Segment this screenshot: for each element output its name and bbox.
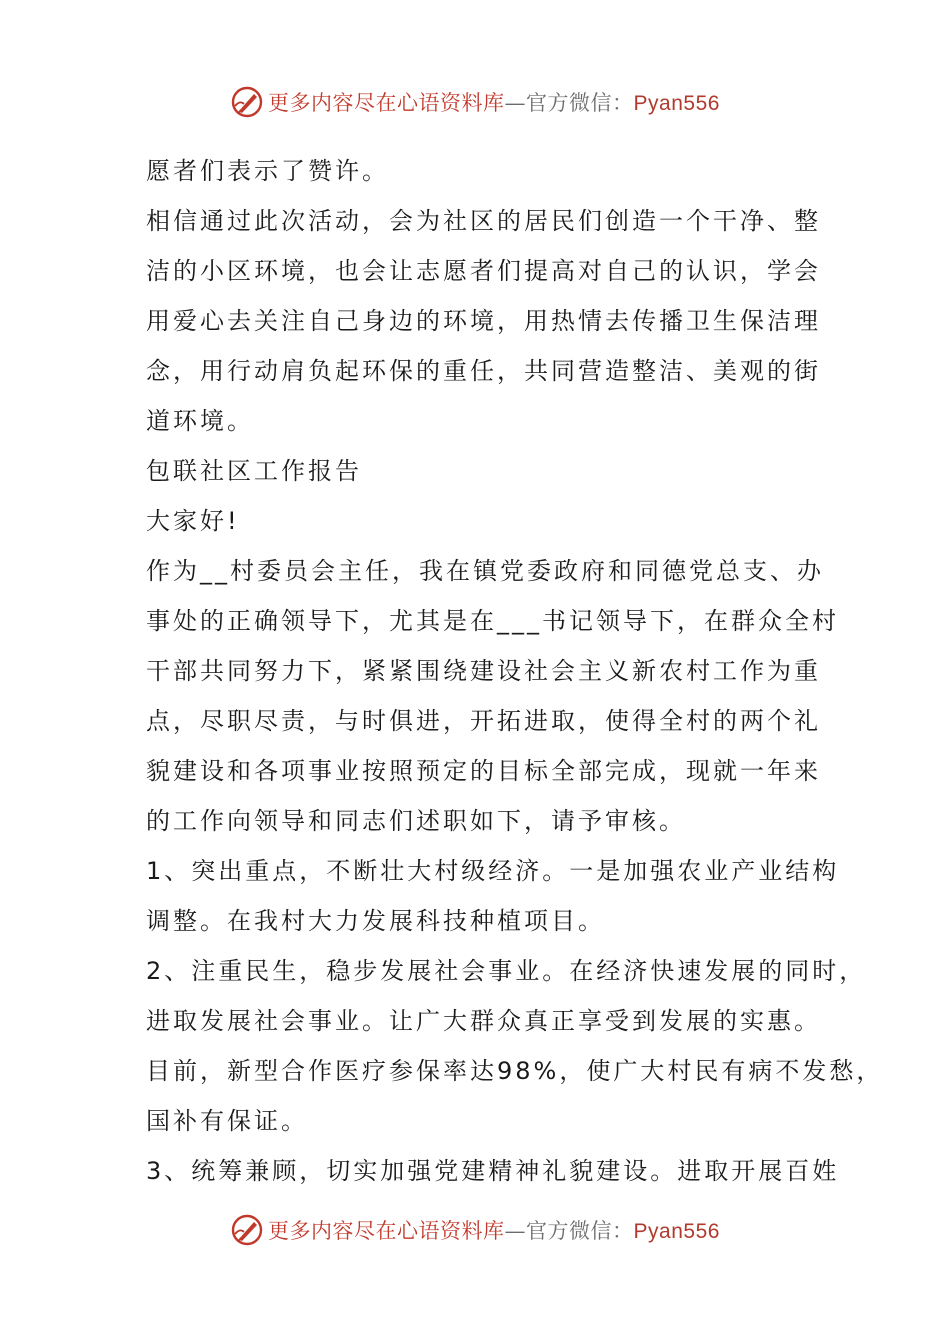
footer-banner-text: [268, 1215, 720, 1245]
body-line: 的工作向领导和同志们述职如下，请予审核。: [146, 807, 686, 835]
list-item-1: 1、突出重点，不断壮大村级经济。一是加强农业产业结构: [146, 857, 840, 885]
body-line: 点，尽职尽责，与时俱进，开拓进取，使得全村的两个礼: [146, 707, 821, 735]
body-line: 目前，新型合作医疗参保率达98%，使广大村民有病不发愁，: [146, 1057, 884, 1085]
header-banner: [0, 82, 950, 122]
body-line: 调整。在我村大力发展科技种植项目。: [146, 907, 605, 935]
list-item-3: 3、统筹兼顾，切实加强党建精神礼貌建设。进取开展百姓: [146, 1157, 840, 1185]
body-line: 相信通过此次活动，会为社区的居民们创造一个干净、整: [146, 207, 821, 235]
list-item-2: 2、注重民生，稳步发展社会事业。在经济快速发展的同时，: [146, 957, 867, 985]
body-line: 念，用行动肩负起环保的重任，共同营造整洁、美观的街: [146, 357, 821, 385]
document-body: [146, 146, 884, 1196]
greeting: 大家好!: [146, 507, 240, 535]
body-line: 干部共同努力下，紧紧围绕建设社会主义新农村工作为重: [146, 657, 821, 685]
body-line: 进取发展社会事业。让广大群众真正享受到发展的实惠。: [146, 1007, 821, 1035]
quill-logo-icon: [230, 1213, 264, 1247]
header-wechat-label: 官方微信：: [526, 91, 634, 115]
body-line: 作为__村委员会主任，我在镇党委政府和同德党总支、办: [146, 557, 824, 585]
body-line: 貌建设和各项事业按照预定的目标全部完成，现就一年来: [146, 757, 821, 785]
footer-banner: [0, 1210, 950, 1250]
header-site-text: 更多内容尽在心语资料库: [268, 91, 505, 115]
body-line: 愿者们表示了赞许。: [146, 157, 389, 185]
footer-wechat-account: Pyan556: [633, 1220, 720, 1243]
section-title: 包联社区工作报告: [146, 457, 362, 485]
quill-logo-icon: [230, 85, 264, 119]
header-banner-text: [268, 87, 720, 117]
body-line: 事处的正确领导下，尤其是在___书记领导下，在群众全村: [146, 607, 839, 635]
body-line: 国补有保证。: [146, 1107, 308, 1135]
footer-wechat-label: 官方微信：: [526, 1219, 634, 1243]
header-dash: —: [504, 91, 527, 115]
header-wechat-account: Pyan556: [633, 92, 720, 115]
footer-dash: —: [504, 1219, 527, 1243]
body-line: 道环境。: [146, 407, 254, 435]
footer-site-text: 更多内容尽在心语资料库: [268, 1219, 505, 1243]
body-line: 用爱心去关注自己身边的环境，用热情去传播卫生保洁理: [146, 307, 821, 335]
body-line: 洁的小区环境，也会让志愿者们提高对自己的认识，学会: [146, 257, 821, 285]
